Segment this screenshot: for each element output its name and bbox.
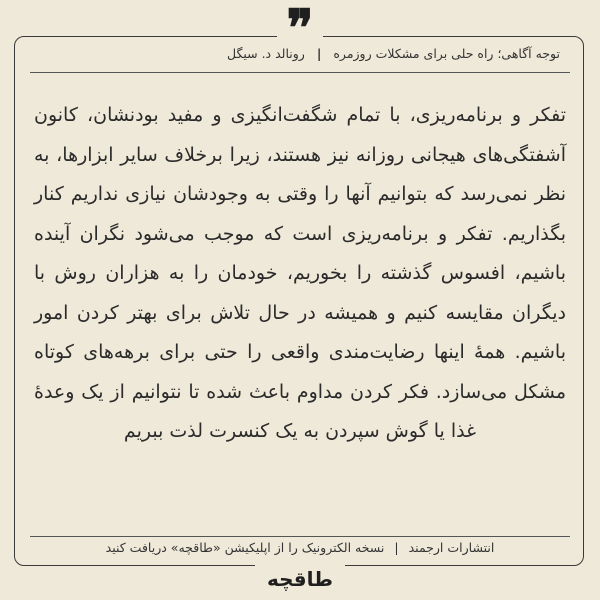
publisher-name: انتشارات ارجمند xyxy=(408,540,495,555)
header-divider xyxy=(30,72,570,73)
quote-text: تفکر و برنامه‌ریزی، با تمام شگفت‌انگیزی و مفید بودنشان، کانون آشفتگی‌های هیجانی روزانه نیز هستند، زیرا برخلاف سایر ابزارها، به نظر نمی‌رسد که بتوانیم آنها را وقتی به وجودشان نیازی نداریم کنار بگذاریم. تفکر و برنامه‌ریزی است که موجب می‌شود نگران آینده باشیم، افسوس گذشته را بخوریم، خودمان را به هزاران روش با دیگران مقایسه کنیم و همیشه در حال تلاش برای بهتر کردن امور باشیم. همهٔ اینها رضایت‌مندی واقعی را حتی برای برهه‌های کوتاه مشکل می‌سازد. فکر کردن مداوم باعث شده تا نتوانیم از یک وعدهٔ غذا یا گوش سپردن به یک کنسرت لذت ببریم xyxy=(34,104,566,442)
quote-mark-glyph: ❞ xyxy=(277,8,324,48)
footer xyxy=(0,540,600,555)
book-info-header xyxy=(227,46,560,61)
header-separator: | xyxy=(316,46,322,61)
footer-separator: | xyxy=(394,540,399,555)
author-name: رونالد د. سیگل xyxy=(226,46,305,61)
book-title: توجه آگاهی؛ راه حلی برای مشکلات روزمره xyxy=(333,46,560,61)
logo-text: طاقچه xyxy=(255,562,345,596)
taaghche-logo xyxy=(0,562,600,598)
footer-note: نسخه الکترونیک را از اپلیکیشن «طاقچه» دریافت کنید xyxy=(105,540,385,555)
footer-divider xyxy=(30,536,570,537)
